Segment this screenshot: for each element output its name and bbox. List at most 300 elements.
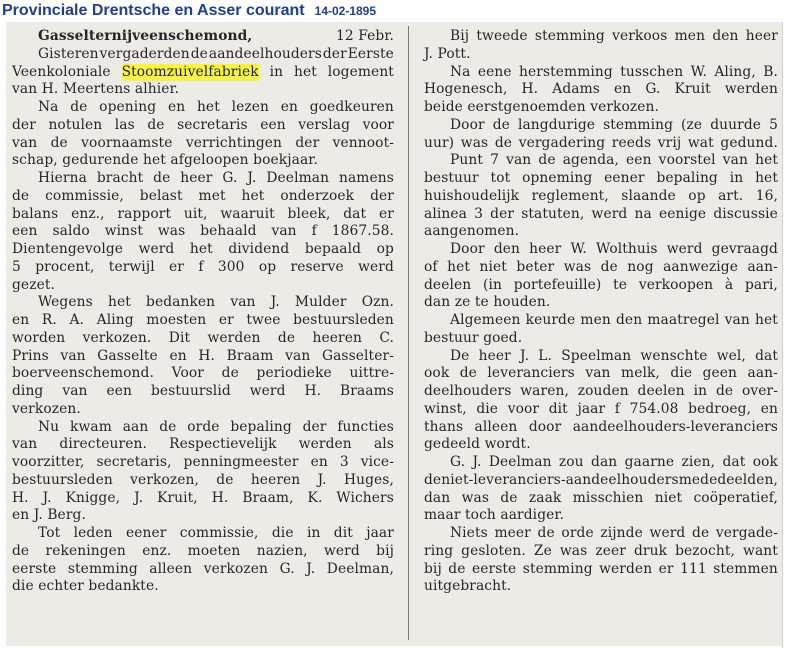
word: Berg. [47, 507, 86, 524]
word: de [600, 258, 618, 275]
word: maar [424, 507, 461, 524]
word: terwijl [108, 258, 155, 275]
word: tot [490, 170, 511, 186]
word: gedeeld [424, 436, 481, 453]
word: aan- [747, 258, 778, 275]
word: en [310, 454, 328, 470]
word: en [760, 400, 778, 417]
word: Eerste [347, 45, 394, 62]
word: opneming [522, 170, 593, 186]
newspaper-header [0, 0, 800, 22]
word: werd [666, 241, 703, 257]
word: verkozen [203, 560, 269, 577]
word: niet [479, 258, 507, 275]
word: heer [180, 170, 213, 186]
word: J. [134, 489, 144, 506]
word: 5 [12, 258, 21, 275]
word: balans [12, 205, 59, 222]
word: Huges, [343, 471, 394, 488]
text-line [424, 64, 778, 82]
word: J. [247, 170, 257, 186]
word: J. [520, 347, 530, 364]
word: J. [317, 471, 327, 488]
word: de [494, 134, 513, 151]
word: opening [99, 99, 157, 115]
word: van [230, 294, 256, 311]
text-line [12, 46, 394, 64]
word: der [490, 205, 515, 222]
word: aan [122, 418, 149, 435]
word: langdurige [517, 116, 596, 133]
word: echter [38, 578, 84, 595]
word: aan- [747, 365, 778, 382]
word: zien, [681, 454, 716, 470]
word: en [169, 347, 187, 364]
word: voorzitter, [12, 454, 85, 470]
text-line [424, 152, 778, 170]
word: en [614, 81, 632, 98]
word: deelen [424, 276, 472, 293]
word: heer [745, 28, 778, 44]
word: deelhouders [424, 383, 512, 399]
newspaper-title: Provinciale Drentsche en Asser courant [2, 2, 305, 19]
word: met [198, 187, 226, 204]
word: 111 [680, 560, 707, 577]
word: dit [333, 525, 353, 541]
word: bedankte. [88, 578, 159, 595]
word: periodieke [256, 365, 332, 382]
word: de [492, 116, 510, 133]
word: reglement, [531, 187, 609, 204]
text-line [12, 259, 394, 277]
word: Braam, [242, 489, 294, 506]
word: vice- [360, 454, 394, 470]
word: zaak [528, 489, 562, 506]
word: uit, [183, 205, 208, 222]
word: te [613, 276, 628, 293]
word: er [169, 258, 185, 275]
word: 754.08 [629, 400, 679, 417]
word: alleen [474, 418, 518, 435]
word: beide [424, 99, 463, 115]
word: die [670, 365, 693, 382]
word: van [285, 347, 311, 364]
word: à [724, 276, 734, 293]
word: dat [343, 205, 367, 222]
word: J. [424, 45, 434, 62]
text-line [424, 117, 778, 135]
text-line [424, 472, 778, 490]
word: door [528, 418, 562, 435]
word: Respectievelijk [169, 436, 277, 453]
word: eerstgenoemden [467, 99, 586, 115]
word: het [447, 258, 471, 275]
word: J. [270, 294, 280, 311]
word: werd [249, 383, 286, 399]
word: moeten [187, 542, 241, 559]
word: reserve [290, 258, 344, 275]
word: namens [338, 170, 394, 186]
word: stemming [603, 116, 673, 133]
text-line [12, 206, 394, 224]
word: Meertens [62, 81, 131, 98]
word: moesten [146, 312, 207, 328]
word: de [537, 525, 555, 541]
word: bepaling [656, 170, 718, 186]
word: 300 [217, 258, 245, 275]
word: gezet. [12, 276, 55, 293]
word: Ze [533, 542, 552, 559]
word: las [114, 116, 135, 133]
text-line [12, 312, 394, 330]
word: verkozen. [82, 329, 152, 346]
word: de [190, 45, 208, 62]
word: directeuren. [59, 436, 147, 453]
word: den [712, 28, 739, 44]
word: duurde [710, 116, 762, 133]
word: functies [337, 418, 394, 435]
text-line [424, 383, 778, 401]
text-line [424, 436, 778, 454]
word: het [241, 187, 265, 204]
word: dan [591, 454, 618, 470]
word: orde [187, 418, 220, 435]
word: waaruit [220, 205, 275, 222]
word: een [260, 116, 286, 133]
word: alhier. [134, 81, 180, 98]
word: dit [548, 400, 568, 417]
word: bestuursleden [12, 471, 113, 488]
word: niet-leveranciers-aandeelhouders [441, 471, 679, 488]
word: Dit [168, 329, 191, 346]
word: gesloten. [461, 542, 526, 559]
word: huishoudelijk [424, 187, 520, 204]
word: secretaris [177, 116, 248, 133]
word: Wolthuis [596, 241, 658, 257]
word: Aling, [714, 63, 756, 80]
word: over- [741, 383, 778, 399]
word: er [658, 560, 674, 577]
word: in [693, 383, 708, 399]
word: de [459, 365, 477, 382]
text-line [12, 277, 394, 295]
word: goedkeuren [309, 99, 394, 115]
word: heeren [312, 329, 362, 346]
word: nog [627, 258, 654, 275]
word: stemmen [713, 560, 778, 577]
word: geen [702, 365, 738, 382]
text-line [12, 472, 394, 490]
word: ook [752, 454, 778, 470]
word: van [12, 81, 38, 98]
word: eener [604, 170, 645, 186]
word: coöperatief, [693, 489, 778, 506]
word: Bij [450, 28, 470, 44]
word: uur) [424, 134, 455, 151]
word: in [306, 525, 321, 541]
word: 3 [339, 454, 349, 470]
text-line [424, 561, 778, 579]
word: men [580, 312, 611, 328]
word: onderzoek [280, 187, 355, 204]
word: behaald [200, 223, 257, 240]
word: was [157, 223, 186, 240]
word: was [461, 489, 490, 506]
word: boekjaar. [253, 152, 318, 169]
word: J. [42, 489, 52, 506]
word: de [692, 525, 710, 541]
word: Kruit, [157, 489, 198, 506]
text-line [424, 348, 778, 366]
text-line [12, 454, 394, 472]
word: heeren [250, 471, 301, 488]
text-line [12, 330, 394, 348]
headline-line [12, 28, 394, 46]
word: op [258, 258, 277, 275]
word: was [563, 258, 592, 275]
word: de [153, 170, 171, 186]
word: aanwezige [663, 258, 738, 275]
word: het [755, 152, 778, 169]
word: er [378, 205, 394, 222]
word: J. [306, 560, 316, 577]
word: bleek, [287, 205, 331, 222]
word: op [688, 187, 706, 204]
text-line [424, 312, 778, 330]
text-line [424, 330, 778, 348]
word: jaar [577, 400, 606, 417]
word: K. [307, 489, 323, 506]
word: van [60, 347, 86, 364]
word: Hogenesch, [424, 81, 508, 98]
word: stemming [522, 560, 593, 577]
word: was [460, 134, 489, 151]
word: Na [38, 99, 59, 115]
word: van [722, 152, 748, 169]
word: het [293, 63, 317, 80]
text-line [12, 223, 394, 241]
word: stemming [67, 560, 138, 577]
text-line [12, 525, 394, 543]
text-line [424, 206, 778, 224]
word: bestuurslid [150, 383, 231, 399]
word: aandeelhouders-leveranciers [572, 418, 778, 435]
word: 1867.58. [331, 223, 394, 240]
word: eene [477, 63, 512, 80]
word: A. [69, 312, 85, 328]
article-column-left [12, 28, 394, 596]
text-line [424, 277, 778, 295]
word: het [189, 241, 213, 257]
word: leveranciers [487, 365, 575, 382]
word: statuten, [521, 205, 585, 222]
word: de [70, 99, 88, 115]
word: verkoos [612, 28, 668, 44]
word: voorstel [658, 152, 716, 169]
word: bedanken [146, 294, 216, 311]
word: verrichtingen [185, 134, 283, 151]
word: want [743, 542, 778, 559]
word: meer [494, 525, 531, 541]
word: gaarne [624, 454, 675, 470]
word: Punt [450, 152, 483, 169]
word: W. [570, 241, 587, 257]
text-line [12, 348, 394, 366]
word: 3 [474, 205, 483, 222]
word: bij [376, 542, 394, 559]
text-line [12, 507, 394, 525]
text-line [12, 188, 394, 206]
text-line [424, 99, 778, 117]
word: Door [450, 241, 485, 257]
word: lezen [231, 99, 269, 115]
word: Aling [96, 312, 134, 328]
word: melk, [621, 365, 660, 382]
word: vergade- [715, 525, 778, 541]
word: van [271, 223, 297, 240]
word: bepaling [230, 418, 292, 435]
word: zouden [577, 383, 629, 399]
word: pari, [744, 276, 778, 293]
word: H. [304, 383, 322, 399]
word: misschien [572, 489, 644, 506]
word: H. [41, 81, 59, 98]
word: de [448, 560, 466, 577]
word: werd [649, 525, 686, 541]
word: agenda, [562, 152, 619, 169]
word: Algemeen [450, 312, 521, 328]
word: werd [591, 205, 628, 222]
word: Speelman [561, 347, 632, 364]
word: mededeelden, [678, 471, 778, 488]
word: die [12, 578, 34, 595]
word: keurde [525, 312, 576, 328]
word: Voor [171, 365, 204, 382]
word: die [476, 400, 499, 417]
text-line [424, 490, 778, 508]
word: het [755, 312, 778, 328]
word: winst, [424, 400, 467, 417]
word: herstemming [519, 63, 613, 80]
word: ook [424, 365, 450, 382]
word: Veenkoloniale [12, 63, 111, 80]
word: Braams [340, 383, 394, 399]
word: der [12, 116, 36, 133]
text-line [424, 543, 778, 561]
word: penningmeester [183, 454, 299, 470]
word: werd [324, 542, 360, 559]
word: zou [558, 454, 584, 470]
article-dateline: 12 Febr. [335, 28, 394, 44]
word: houden. [493, 294, 551, 311]
word: Deelman [488, 454, 552, 470]
text-line [12, 99, 394, 117]
word: afgeloopen [170, 152, 249, 169]
column-divider [408, 26, 409, 640]
word: Deelman [266, 170, 330, 186]
word: niet [654, 489, 683, 506]
word: secretaris, [96, 454, 172, 470]
word: twee [246, 312, 281, 328]
word: aandeelhouders [208, 45, 322, 62]
text-line [12, 436, 394, 454]
word: het [755, 170, 778, 186]
word: wenschte [640, 347, 708, 364]
word: den [493, 241, 520, 257]
word: Niets [450, 525, 488, 541]
word: en [280, 99, 298, 115]
text-line [424, 419, 778, 437]
word: H. [211, 489, 229, 506]
word: van [585, 365, 611, 382]
word: enz., [71, 205, 105, 222]
word: men [674, 28, 706, 44]
text-line [424, 365, 778, 383]
word: werden [207, 329, 261, 346]
text-line [424, 401, 778, 419]
word: portefeuille) [513, 276, 602, 293]
word: kwam [70, 418, 112, 435]
word: H. [198, 347, 215, 364]
word: was [559, 542, 588, 559]
word: Deelman, [326, 560, 394, 577]
word: stemming [534, 28, 605, 44]
word: procent, [35, 258, 95, 275]
word: tweede [476, 28, 528, 44]
word: verkozen, [130, 471, 199, 488]
word: Kruit [674, 81, 711, 98]
word: G. [450, 454, 466, 470]
article-column-right [424, 28, 778, 596]
word: thans [424, 418, 464, 435]
text-line [12, 401, 394, 419]
text-line [12, 419, 394, 437]
word: Gasselte [97, 347, 158, 364]
word: f [614, 400, 621, 417]
word: den [616, 312, 643, 328]
word: voornaamste [81, 134, 173, 151]
word: heer [478, 347, 511, 364]
word: er [218, 312, 234, 328]
word: eenige [658, 205, 707, 222]
text-line [12, 170, 394, 188]
word: het [196, 99, 220, 115]
word: boerveenschemond. [12, 365, 154, 382]
text-line [424, 46, 778, 64]
text-line [12, 543, 394, 561]
issue-date: 14-02-1895 [314, 4, 377, 18]
text-line [424, 525, 778, 543]
word: vergadering [518, 134, 606, 151]
word: 16, [755, 187, 778, 204]
word: maatregel [647, 312, 720, 328]
word: wordt. [484, 436, 531, 453]
word: na [634, 205, 652, 222]
word: der [370, 187, 394, 204]
word: een [12, 223, 38, 240]
word: verkozen. [590, 99, 660, 115]
word: bepaald [304, 241, 362, 257]
word: van [12, 436, 38, 453]
word: aangenomen. [424, 223, 520, 240]
word: in [269, 63, 284, 80]
text-line [12, 490, 394, 508]
word: ring [424, 542, 454, 559]
word: der [295, 134, 320, 151]
word: de [159, 418, 177, 435]
word: G. [222, 170, 238, 186]
word: Mulder [294, 294, 347, 311]
